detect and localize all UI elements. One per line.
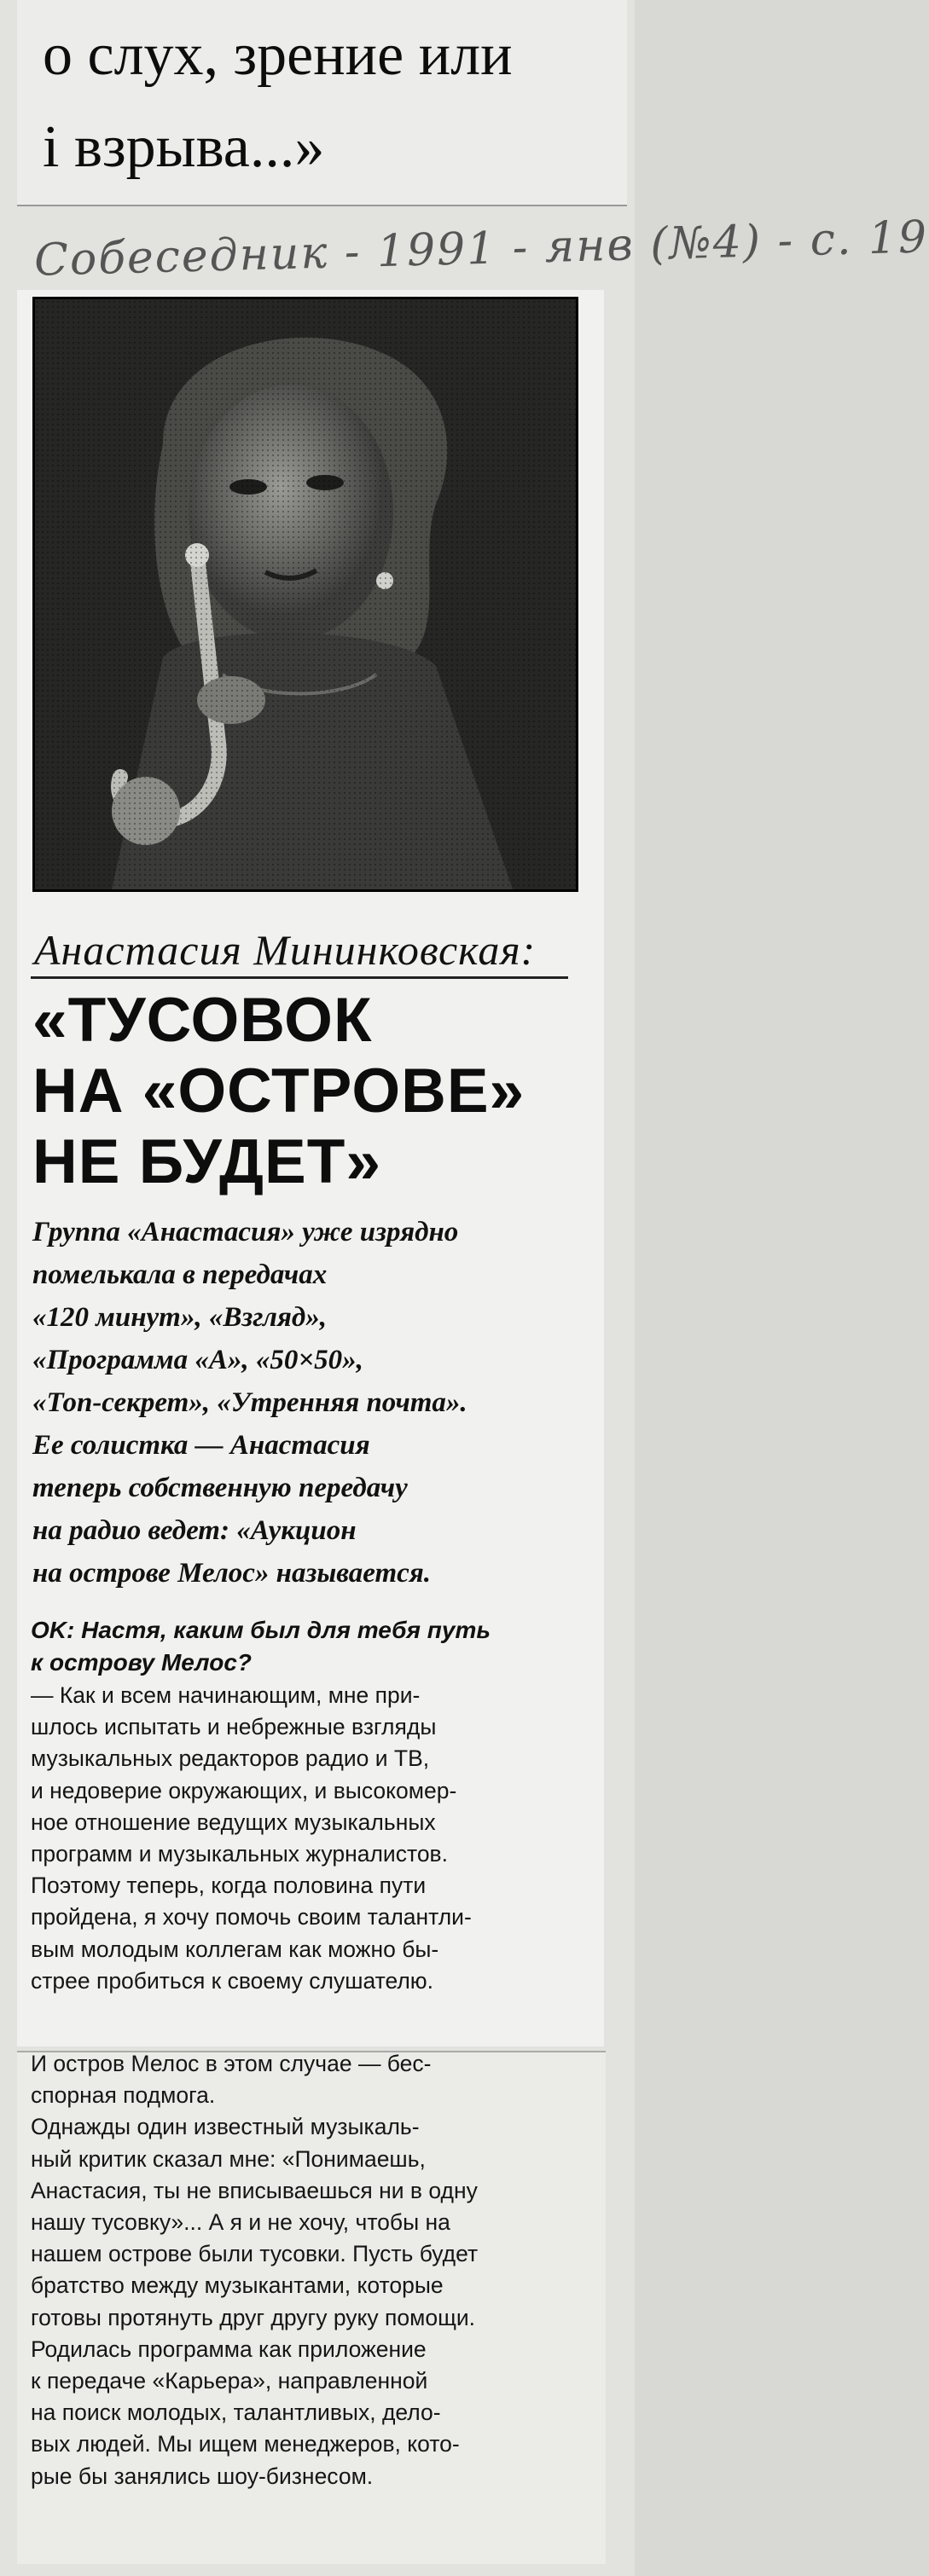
answer-line: братство между музыкантами, которые xyxy=(31,2272,444,2299)
lead-line: «120 минут», «Взгляд», xyxy=(32,1302,328,1333)
answer-line: пройдена, я хочу помочь своим талантли- xyxy=(31,1904,472,1931)
lead-line: «Программа «А», «50×50», xyxy=(32,1345,363,1375)
handwritten-source-note: Собеседник - 1991 - янв (№4) - с. 19 xyxy=(33,211,929,287)
headline-line-2: НА «ОСТРОВЕ» xyxy=(32,1056,525,1126)
answer-line: нашем острове были тусовки. Пусть будет xyxy=(31,2241,479,2267)
answer-line: ное отношение ведущих музыкальных xyxy=(31,1809,436,1835)
answer-line: музыкальных редакторов радио и ТВ, xyxy=(31,1745,430,1772)
previous-headline-line-1: о слух, зрение или xyxy=(43,22,513,88)
lead-line: помелькала в передачах xyxy=(32,1259,328,1290)
answer-line: вым молодым коллегам как можно бы- xyxy=(31,1936,439,1962)
singer-photo-illustration xyxy=(35,299,576,889)
answer-line: Поэтому теперь, когда половина пути xyxy=(31,1873,427,1899)
answer-line: нашу тусовку»... А я и не хочу, чтобы на xyxy=(31,2209,450,2236)
answer-line: ный критик сказал мне: «Понимаешь, xyxy=(31,2145,426,2172)
answer-line: шлось испытать и небрежные взгляды xyxy=(31,1714,437,1740)
lead-line: на радио ведет: «Аукцион xyxy=(32,1515,357,1546)
lead-line: «Топ-секрет», «Утренняя почта». xyxy=(32,1387,467,1418)
answer-line: вых людей. Мы ищем менеджеров, кото- xyxy=(31,2431,460,2457)
headline-line-1: «ТУСОВОК xyxy=(32,986,373,1055)
answer-line: Однажды один известный музыкаль- xyxy=(31,2114,420,2140)
question-line: к острову Мелос? xyxy=(31,1649,253,1676)
lead-line: теперь собственную передачу xyxy=(32,1473,408,1503)
answer-line: стрее пробиться к своему слушателю. xyxy=(31,1967,434,1994)
headline-line-3: НЕ БУДЕТ» xyxy=(32,1127,381,1196)
previous-headline-line-2: і взрыва...» xyxy=(43,114,325,180)
article-byline: Анастасия Мининковская: xyxy=(34,926,537,974)
article-headline xyxy=(32,985,587,1197)
answer-line: готовы протянуть друг другу руку помощи. xyxy=(31,2304,476,2330)
answer-line: И остров Мелос в этом случае — бес- xyxy=(31,2051,432,2076)
article-lead xyxy=(32,1211,578,1595)
article-photo xyxy=(32,297,578,892)
lead-line: Ее солистка — Анастасия xyxy=(32,1430,370,1461)
answer-line: к передаче «Карьера», направленной xyxy=(31,2368,428,2394)
answer-text-part-1 xyxy=(31,1680,585,1997)
answer-line: Анастасия, ты не вписываешься ни в одну xyxy=(31,2177,478,2203)
answer-line: и недоверие окружающих, и высокомер- xyxy=(31,1777,457,1803)
lead-line: Группа «Анастасия» уже изрядно xyxy=(32,1217,459,1247)
answer-text-part-2 xyxy=(31,2048,585,2492)
answer-line: Родилась программа как приложение xyxy=(31,2336,427,2362)
answer-line: программ и музыкальных журналистов. xyxy=(31,1841,448,1867)
question-line: OK: Настя, каким был для тебя путь xyxy=(31,1617,491,1643)
answer-line: на поиск молодых, талантливых, дело- xyxy=(31,2399,441,2426)
previous-article-clipping xyxy=(17,0,627,206)
byline-underline xyxy=(31,976,568,979)
answer-line: — Как и всем начинающим, мне при- xyxy=(31,1682,421,1708)
lead-line: на острове Мелос» называется. xyxy=(32,1558,432,1589)
interview-question xyxy=(31,1614,577,1679)
answer-line: спорная подмога. xyxy=(31,2082,216,2109)
answer-line: рые бы занялись шоу-бизнесом. xyxy=(31,2463,374,2489)
